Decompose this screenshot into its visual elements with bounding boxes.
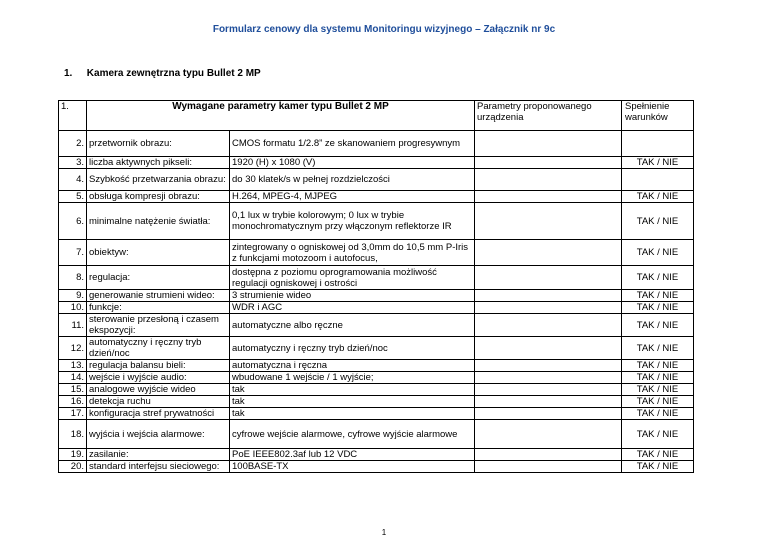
row-proposed-value xyxy=(475,131,622,157)
row-required-value: wbudowane 1 wejście / 1 wyjście; xyxy=(230,372,475,384)
row-condition: TAK / NIE xyxy=(622,372,694,384)
row-proposed-value xyxy=(475,337,622,360)
row-parameter: analogowe wyjście wideo xyxy=(87,384,230,396)
table-row xyxy=(59,157,694,169)
row-condition: TAK / NIE xyxy=(622,420,694,449)
row-proposed-value xyxy=(475,203,622,240)
row-number: 15. xyxy=(59,384,87,396)
row-condition: TAK / NIE xyxy=(622,302,694,314)
page-title: Formularz cenowy dla systemu Monitoringu wizyjnego – Załącznik nr 9c xyxy=(212,24,556,35)
row-proposed-value xyxy=(475,372,622,384)
row-parameter: sterowanie przesłoną i czasem ekspozycji: xyxy=(87,314,230,337)
row-required-value: dostępna z poziomu oprogramowania możliwość regulacji ogniskowej i ostrości xyxy=(230,266,475,290)
camera-spec-table xyxy=(58,100,694,473)
row-number: 11. xyxy=(59,314,87,337)
row-number: 19. xyxy=(59,449,87,461)
row-parameter: regulacja balansu bieli: xyxy=(87,360,230,372)
row-parameter: konfiguracja stref prywatności xyxy=(87,408,230,420)
row-proposed-value xyxy=(475,169,622,191)
table-row xyxy=(59,131,694,157)
row-required-value: H.264, MPEG-4, MJPEG xyxy=(230,191,475,203)
table-row xyxy=(59,449,694,461)
table-row xyxy=(59,290,694,302)
row-required-value: CMOS formatu 1/2.8” ze skanowaniem progresywnym xyxy=(230,131,475,157)
table-row xyxy=(59,240,694,266)
row-required-value: do 30 klatek/s w pełnej rozdzielczości xyxy=(230,169,475,191)
row-condition: TAK / NIE xyxy=(622,337,694,360)
section-heading xyxy=(64,68,261,79)
row-parameter: zasilanie: xyxy=(87,449,230,461)
row-number: 7. xyxy=(59,240,87,266)
row-number: 2. xyxy=(59,131,87,157)
row-required-value: automatyczna i ręczna xyxy=(230,360,475,372)
page-number: 1 xyxy=(381,528,387,537)
row-number: 8. xyxy=(59,266,87,290)
row-proposed-value xyxy=(475,449,622,461)
row-required-value: automatyczne albo ręczne xyxy=(230,314,475,337)
row-required-value: PoE IEEE802.3af lub 12 VDC xyxy=(230,449,475,461)
row-parameter: liczba aktywnych pikseli: xyxy=(87,157,230,169)
section-title: Kamera zewnętrzna typu Bullet 2 MP xyxy=(86,68,261,79)
row-condition: TAK / NIE xyxy=(622,396,694,408)
row-required-value: zintegrowany o ogniskowej od 3,0mm do 10,5 mm P-Iris z funkcjami motozoom i autofocus, xyxy=(230,240,475,266)
header-proposed-params: Parametry proponowanego urządzenia xyxy=(475,101,622,131)
row-number: 9. xyxy=(59,290,87,302)
table-row xyxy=(59,461,694,473)
row-proposed-value xyxy=(475,420,622,449)
row-number: 16. xyxy=(59,396,87,408)
row-parameter: detekcja ruchu xyxy=(87,396,230,408)
row-condition: TAK / NIE xyxy=(622,266,694,290)
row-proposed-value xyxy=(475,290,622,302)
row-required-value: cyfrowe wejście alarmowe, cyfrowe wyjście alarmowe xyxy=(230,420,475,449)
row-number: 18. xyxy=(59,420,87,449)
row-condition: TAK / NIE xyxy=(622,461,694,473)
header-number-cell: 1. xyxy=(59,101,87,131)
table-row xyxy=(59,169,694,191)
row-condition: TAK / NIE xyxy=(622,408,694,420)
table-row xyxy=(59,302,694,314)
row-required-value: tak xyxy=(230,396,475,408)
row-proposed-value xyxy=(475,384,622,396)
row-condition xyxy=(622,169,694,191)
row-proposed-value xyxy=(475,396,622,408)
section-number: 1. xyxy=(64,68,73,79)
table-header-row xyxy=(59,101,694,131)
row-number: 17. xyxy=(59,408,87,420)
row-condition xyxy=(622,131,694,157)
row-proposed-value xyxy=(475,191,622,203)
table-row xyxy=(59,314,694,337)
row-parameter: minimalne natężenie światła: xyxy=(87,203,230,240)
row-condition: TAK / NIE xyxy=(622,157,694,169)
row-parameter: obsługa kompresji obrazu: xyxy=(87,191,230,203)
row-parameter: obiektyw: xyxy=(87,240,230,266)
row-condition: TAK / NIE xyxy=(622,240,694,266)
row-proposed-value xyxy=(475,461,622,473)
row-proposed-value xyxy=(475,266,622,290)
table-row xyxy=(59,396,694,408)
header-conditions: Spełnienie warunków xyxy=(622,101,694,131)
row-proposed-value xyxy=(475,157,622,169)
row-required-value: automatyczny i ręczny tryb dzień/noc xyxy=(230,337,475,360)
table-row xyxy=(59,372,694,384)
row-required-value: 0,1 lux w trybie kolorowym; 0 lux w trybie monochromatycznym przy włączonym reflektorze IR xyxy=(230,203,475,240)
row-number: 4. xyxy=(59,169,87,191)
table-row xyxy=(59,266,694,290)
row-number: 6. xyxy=(59,203,87,240)
row-condition: TAK / NIE xyxy=(622,290,694,302)
row-required-value: 3 strumienie wideo xyxy=(230,290,475,302)
row-proposed-value xyxy=(475,302,622,314)
row-required-value: WDR i AGC xyxy=(230,302,475,314)
table-row xyxy=(59,360,694,372)
row-required-value: 1920 (H) x 1080 (V) xyxy=(230,157,475,169)
table-row xyxy=(59,337,694,360)
row-proposed-value xyxy=(475,360,622,372)
row-parameter: generowanie strumieni wideo: xyxy=(87,290,230,302)
table-row xyxy=(59,203,694,240)
row-parameter: przetwornik obrazu: xyxy=(87,131,230,157)
row-parameter: wejście i wyjście audio: xyxy=(87,372,230,384)
row-number: 5. xyxy=(59,191,87,203)
row-condition: TAK / NIE xyxy=(622,449,694,461)
row-parameter: automatyczny i ręczny tryb dzień/noc xyxy=(87,337,230,360)
table-row xyxy=(59,420,694,449)
row-proposed-value xyxy=(475,408,622,420)
row-proposed-value xyxy=(475,240,622,266)
row-required-value: tak xyxy=(230,384,475,396)
table-row xyxy=(59,191,694,203)
row-condition: TAK / NIE xyxy=(622,191,694,203)
row-parameter: regulacja: xyxy=(87,266,230,290)
row-parameter: wyjścia i wejścia alarmowe: xyxy=(87,420,230,449)
row-number: 13. xyxy=(59,360,87,372)
row-condition: TAK / NIE xyxy=(622,314,694,337)
table-row xyxy=(59,408,694,420)
row-number: 3. xyxy=(59,157,87,169)
row-condition: TAK / NIE xyxy=(622,384,694,396)
row-number: 12. xyxy=(59,337,87,360)
row-number: 10. xyxy=(59,302,87,314)
row-required-value: 100BASE-TX xyxy=(230,461,475,473)
row-condition: TAK / NIE xyxy=(622,360,694,372)
row-number: 20. xyxy=(59,461,87,473)
header-required-params: Wymagane parametry kamer typu Bullet 2 MP xyxy=(87,101,475,131)
row-parameter: standard interfejsu sieciowego: xyxy=(87,461,230,473)
table-row xyxy=(59,384,694,396)
row-parameter: Szybkość przetwarzania obrazu: xyxy=(87,169,230,191)
row-condition: TAK / NIE xyxy=(622,203,694,240)
row-proposed-value xyxy=(475,314,622,337)
row-parameter: funkcje: xyxy=(87,302,230,314)
row-required-value: tak xyxy=(230,408,475,420)
row-number: 14. xyxy=(59,372,87,384)
